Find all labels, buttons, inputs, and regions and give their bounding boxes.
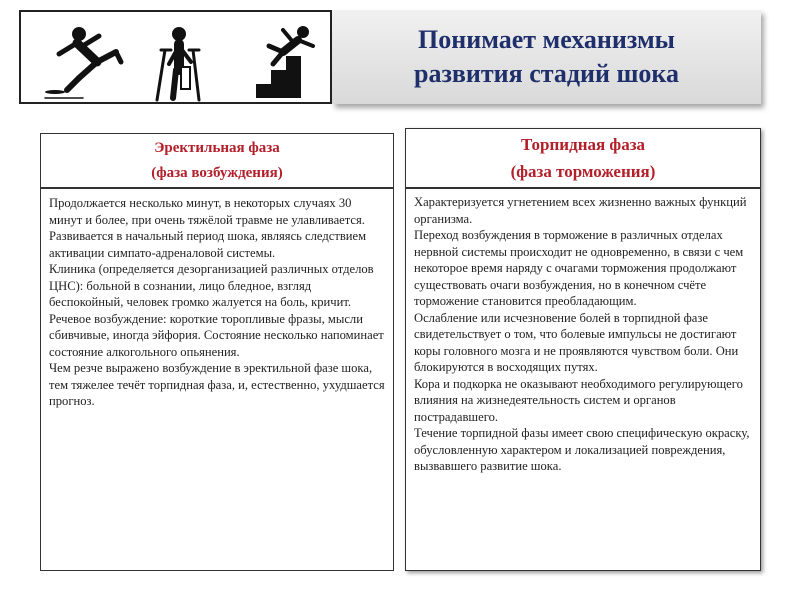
torpid-phase-title: Торпидная фаза xyxy=(520,135,646,154)
erectile-phase-subtitle: (фаза возбуждения) xyxy=(151,164,283,181)
title-line-2: развития стадий шока xyxy=(413,59,680,88)
torpid-paragraph: Характеризуется угнетением всех жизненно важных функций организма. xyxy=(414,195,747,226)
erectile-phase-text xyxy=(40,188,394,571)
page-title xyxy=(414,23,679,91)
torpid-phase-text xyxy=(405,188,761,571)
erectile-paragraph: Продолжается несколько минут, в некоторых случаях 30 минут и более, при очень тяжёлой травме не улавливается. Развивается в начальный период шока, являясь следствием активации симпато-адреналовой системы. xyxy=(49,196,367,260)
title-banner xyxy=(332,10,761,104)
torpid-paragraph: Ослабление или исчезновение болей в торпидной фазе свидетельствует о том, что болевые импульсы не достигают коры головного мозга и не проявляются чувством боли. Они блокируются в восходящих путях. xyxy=(414,310,739,374)
illustration-panel xyxy=(19,10,332,104)
torpid-paragraph: Переход возбуждения в торможение в различных отделах нервной системы происходит не одновременно, в связи с чем некоторое время наряду с очагами торможения продолжают существовать очаги возбуждения, но в конечном счёте торможение становится преобладающим. xyxy=(414,228,744,308)
title-line-1: Понимает механизмы xyxy=(418,25,675,54)
torpid-paragraph: Кора и подкорка не оказывают необходимого регулирующего влияния на жизнедеятельность систем и органов пострадавшего. xyxy=(414,376,743,424)
person-on-crutches-icon xyxy=(157,27,199,100)
erectile-paragraph: Чем резче выражено возбуждение в эректильной фазе шока, тем тяжелее течёт торпидная фаза, и, естественно, ухудшается прогноз. xyxy=(49,361,385,408)
injury-icons xyxy=(21,12,334,106)
erectile-paragraph: Клиника (определяется дезорганизацией различных отделов ЦНС): больной в сознании, лицо бледное, взгляд беспокойный, человек громко жалуется на боль, кричит. Речевое возбуждение: короткие торопливые фразы, мысли сбивчивые, иногда эйфория. Состояние несколько напоминает состояние алкогольного опьянения. xyxy=(49,262,384,359)
torpid-paragraph: Течение торпидной фазы имеет свою специфическую окраску, обусловленную характером и локализацией повреждения, вызвавшего развитие шока. xyxy=(414,426,750,473)
torpid-phase-heading xyxy=(405,128,761,188)
torpid-phase-subtitle: (фаза торможения) xyxy=(510,162,656,181)
erectile-phase-heading xyxy=(40,133,394,188)
person-falling-on-stairs-icon xyxy=(256,26,313,98)
person-slipping-icon xyxy=(45,27,121,98)
erectile-phase-title: Эректильная фаза xyxy=(154,139,280,156)
